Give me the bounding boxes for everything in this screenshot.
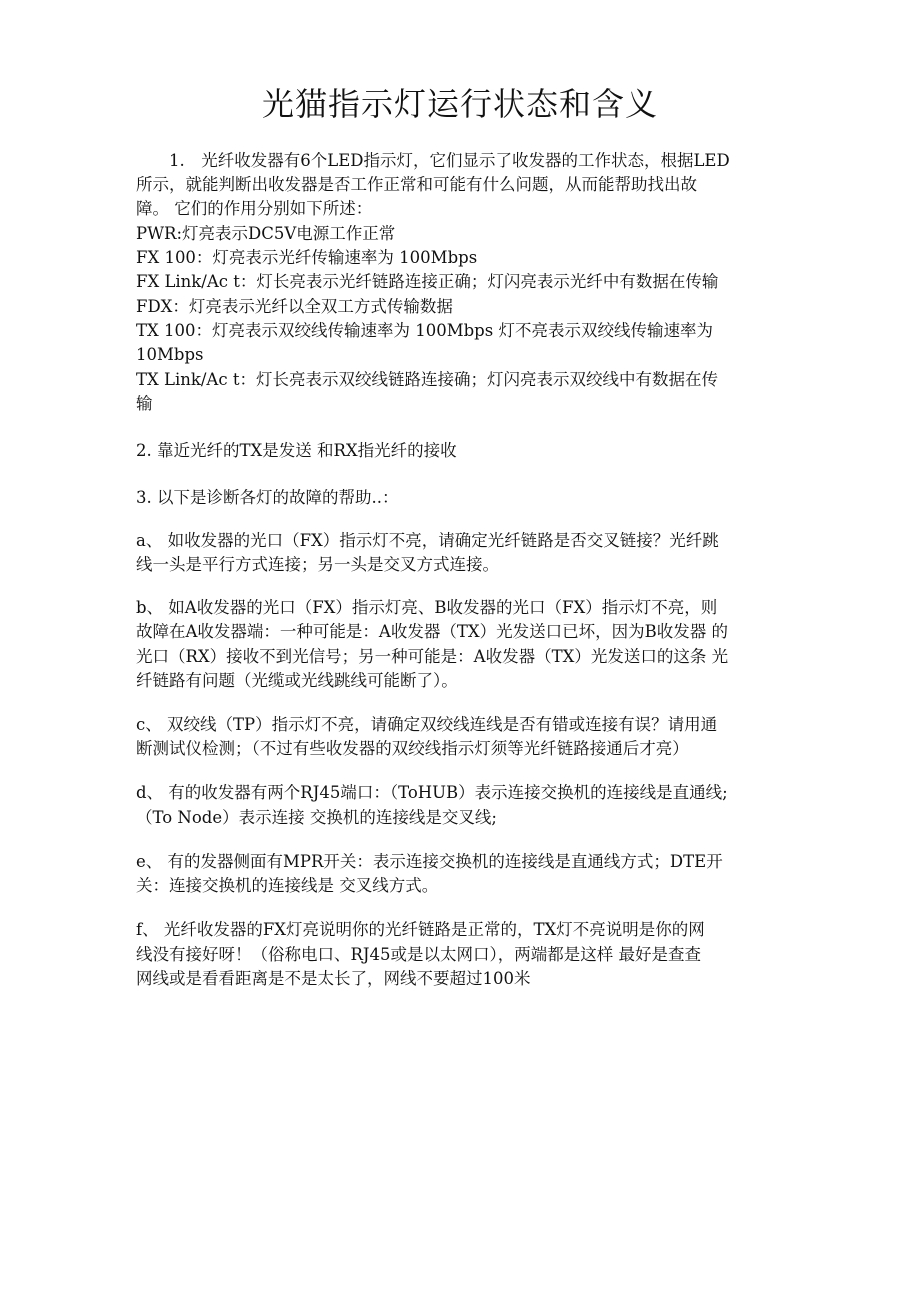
paragraph-1-line: 所示，就能判断出收发器是否工作正常和可能有什么问题，从而能帮助找出故 [136,175,697,194]
paragraph-8-line: e、 有的发器侧面有MPR开关：表示连接交换机的连接线是直通线方式；DTE开 [136,852,723,871]
paragraph-1-line: TX 100：灯亮表示双绞线传输速率为 100Mbps 灯不亮表示双绞线传输速率为 [136,321,713,340]
paragraph-9-line: 网线或是看看距离是不是太长了，网线不要超过100米 [136,969,531,988]
paragraph-1-line: FX 100：灯亮表示光纤传输速率为 100Mbps [136,248,478,267]
paragraph-6-line: 断测试仪检测；（不过有些收发器的双绞线指示灯须等光纤链路接通后才亮） [136,739,689,758]
paragraph-5-line: b、 如A收发器的光口（FX）指示灯亮、B收发器的光口（FX）指示灯不亮，则 [136,598,718,617]
paragraph-1-line: PWR:灯亮表示DC5V电源工作正常 [136,224,396,243]
paragraph-5-line: 纤链路有问题（光缆或光线跳线可能断了）。 [136,671,458,690]
paragraph-4-line: 线一头是平行方式连接；另一头是交叉方式连接。 [136,555,499,574]
paragraph-1-line: 障。 它们的作用分别如下所述： [136,199,373,218]
paragraph-9-line: f、 光纤收发器的FX灯亮说明你的光纤链路是正常的，TX灯不亮说明是你的网 [136,920,705,939]
paragraph-5-line: 光口（RX）接收不到光信号；另一种可能是：A收发器（TX）光发送口的这条 光 [136,647,729,666]
paragraph-5-line: 故障在A收发器端：一种可能是：A收发器（TX）光发送口已坏，因为B收发器 的 [136,622,728,641]
document-title: 光猫指示灯运行状态和含义 [261,85,658,123]
paragraph-1-line: 1. 光纤收发器有6个LED指示灯，它们显示了收发器的工作状态，根据LED [136,151,730,170]
paragraph-4-line: a、 如收发器的光口（FX）指示灯不亮，请确定光纤链路是否交叉链接？光纤跳 [136,531,719,550]
paragraph-1-line: 10Mbps [136,345,204,364]
paragraph-2-line: 2. 靠近光纤的TX是发送 和RX指光纤的接收 [136,441,457,460]
paragraph-6-line: c、 双绞线（TP）指示灯不亮，请确定双绞线连线是否有错或连接有误？请用通 [136,715,718,734]
paragraph-7-line: （To Node）表示连接 交换机的连接线是交叉线; [136,808,497,827]
paragraph-7-line: d、 有的收发器有两个RJ45端口：（ToHUB）表示连接交换机的连接线是直通线; [136,783,728,802]
paragraph-8-line: 关：连接交换机的连接线是 交叉线方式。 [136,876,439,895]
paragraph-1-line: 输 [136,394,153,413]
paragraph-1-line: FDX：灯亮表示光纤以全双工方式传输数据 [136,297,453,316]
paragraph-1-line: TX Link/Ac t：灯长亮表示双绞线链路连接确；灯闪亮表示双绞线中有数据在传 [136,370,718,389]
paragraph-1-line: FX Link/Ac t：灯长亮表示光纤链路连接正确；灯闪亮表示光纤中有数据在传输 [136,272,719,291]
paragraph-3-line: 3. 以下是诊断各灯的故障的帮助..： [136,488,399,507]
paragraph-9-line: 线没有接好呀！（俗称电口、RJ45或是以太网口），两端都是这样 最好是查查 [136,945,702,964]
